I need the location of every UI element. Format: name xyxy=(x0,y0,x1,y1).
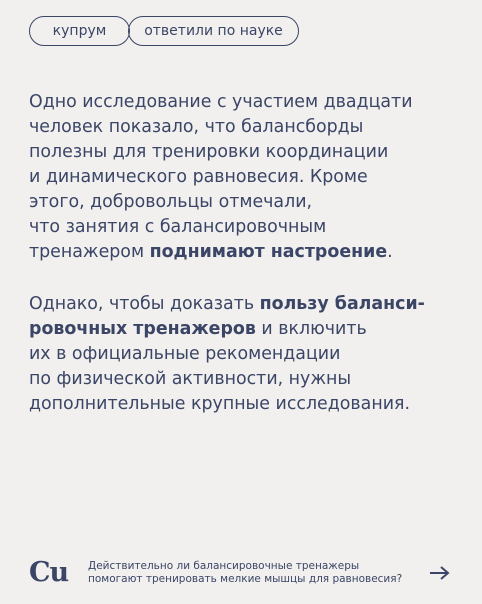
text-line: Одно исследование с участием двадцати xyxy=(29,92,413,112)
arrow-right-icon[interactable] xyxy=(429,565,451,581)
text-segment: и включить xyxy=(255,319,367,339)
next-article-teaser[interactable] xyxy=(88,560,418,586)
text-line: человек показало, что балансборды xyxy=(29,117,364,137)
tag-science-answers[interactable]: ответили по науке xyxy=(128,16,299,46)
tag-list xyxy=(29,16,299,46)
text-line: и динамического равновесия. Кроме xyxy=(29,167,368,187)
highlight-mood: поднимают настроение xyxy=(149,242,388,262)
text-segment: Однако, чтобы доказать xyxy=(29,294,260,314)
kuprum-logo: Cu xyxy=(29,557,69,588)
text-segment: тренажером xyxy=(29,242,150,262)
teaser-line: Действительно ли балансировочные тренажеры xyxy=(88,560,360,572)
text-segment: . xyxy=(387,242,393,262)
text-line: по физической активности, нужны xyxy=(29,369,352,389)
paragraph-2 xyxy=(29,292,469,417)
text-line: что занятия с балансировочным xyxy=(29,217,327,237)
text-line xyxy=(29,317,469,342)
tag-kuprum[interactable]: купрум xyxy=(29,16,130,46)
text-line xyxy=(29,292,469,317)
text-line: этого, добровольцы отмечали, xyxy=(29,192,313,212)
teaser-line: помогают тренировать мелкие мышцы для равновесия? xyxy=(88,573,403,585)
article-text xyxy=(29,90,469,444)
text-line: их в официальные рекомендации xyxy=(29,344,341,364)
text-line: дополнительные крупные исследования. xyxy=(29,394,410,414)
footer xyxy=(29,555,453,595)
highlight-benefit: пользу баланси- xyxy=(259,294,425,314)
paragraph-1 xyxy=(29,90,469,265)
text-line xyxy=(29,240,469,265)
text-line: полезны для тренировки координации xyxy=(29,142,389,162)
highlight-benefit-cont: ровочных тренажеров xyxy=(29,319,256,339)
